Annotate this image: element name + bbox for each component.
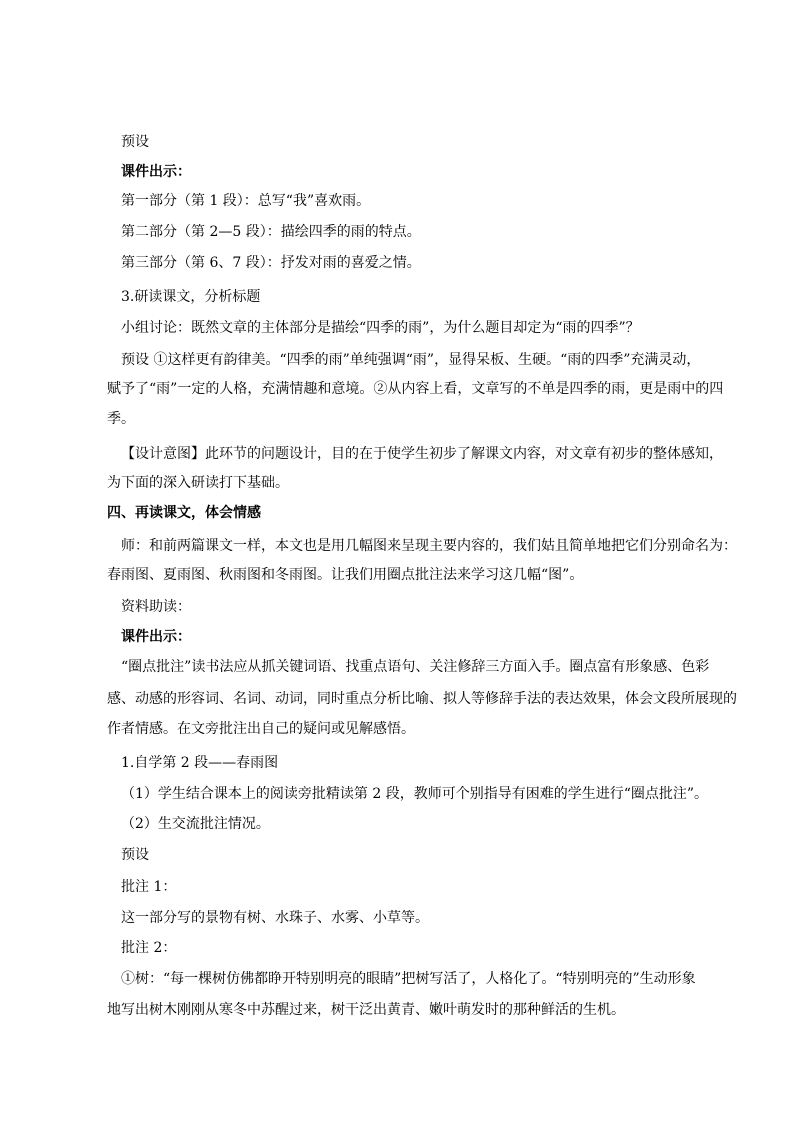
text-line: （2）生交流批注情况。 bbox=[121, 816, 270, 832]
text-line: 地写出树木刚刚从寒冬中苏醒过来，树干泛出黄青、嫩叶萌发时的那种鲜活的生机。 bbox=[107, 1002, 625, 1018]
text-line: 预设 bbox=[121, 847, 149, 863]
text-line: 师：和前两篇课文一样，本文也是用几幅图来呈现主要内容的，我们姑且简单地把它们分别命名为： bbox=[121, 538, 737, 554]
text-line: 资料助读： bbox=[121, 599, 191, 615]
text-line: 作者情感。在文旁批注出自己的疑问或见解感悟。 bbox=[107, 721, 415, 737]
text-line: （1）学生结合课本上的阅读旁批精读第 2 段，教师可个别指导有困难的学生进行“圈点批注”。 bbox=[121, 786, 709, 802]
text-line: 预设 bbox=[121, 134, 149, 150]
text-line: 批注 2： bbox=[121, 940, 177, 956]
text-line: 第一部分（第 1 段）：总写“我”喜欢雨。 bbox=[121, 193, 371, 209]
text-line: 小组讨论：既然文章的主体部分是描绘“四季的雨”，为什么题目却定为“雨的四季”？ bbox=[121, 320, 640, 336]
text-line: 【设计意图】此环节的问题设计，目的在于使学生初步了解课文内容，对文章有初步的整体感知， bbox=[121, 446, 723, 462]
section-heading: 1.自学第 2 段——春雨图 bbox=[121, 755, 279, 771]
text-line: 预设 ①这样更有韵律美。“四季的雨”单纯强调“雨”，显得呆板、生硬。“雨的四季”充满灵动， bbox=[121, 352, 701, 368]
section-heading: 3.研读课文，分析标题 bbox=[121, 289, 261, 305]
text-line: 这一部分写的景物有树、水珠子、水雾、小草等。 bbox=[121, 910, 429, 926]
text-line: 批注 1： bbox=[121, 879, 177, 895]
text-line: 赋予了“雨”一定的人格，充满情趣和意境。②从内容上看，文章写的不单是四季的雨，更是雨中的四 bbox=[107, 381, 724, 397]
text-line: 季。 bbox=[107, 411, 135, 427]
text-line: 课件出示： bbox=[121, 629, 191, 645]
text-line: 春雨图、夏雨图、秋雨图和冬雨图。让我们用圈点批注法来学习这几幅“图”。 bbox=[107, 567, 584, 583]
section-heading: 四、再读课文，体会情感 bbox=[107, 505, 261, 521]
text-line: 课件出示： bbox=[121, 164, 191, 180]
text-line: 为下面的深入研读打下基础。 bbox=[107, 475, 289, 491]
text-line: 第三部分（第 6、7 段）：抒发对雨的喜爱之情。 bbox=[121, 255, 421, 271]
text-line: 感、动感的形容词、名词、动词，同时重点分析比喻、拟人等修辞手法的表达效果，体会文段所展现的 bbox=[107, 691, 737, 707]
text-line: 第二部分（第 2—5 段）：描绘四季的雨的特点。 bbox=[121, 224, 421, 240]
text-line: ①树：“每一棵树仿佛都睁开特别明亮的眼睛”把树写活了，人格化了。“特别明亮的”生动形象 bbox=[121, 971, 696, 987]
text-line: “圈点批注”读书法应从抓关键词语、找重点语句、关注修辞三方面入手。圈点富有形象感、色彩 bbox=[121, 659, 710, 675]
